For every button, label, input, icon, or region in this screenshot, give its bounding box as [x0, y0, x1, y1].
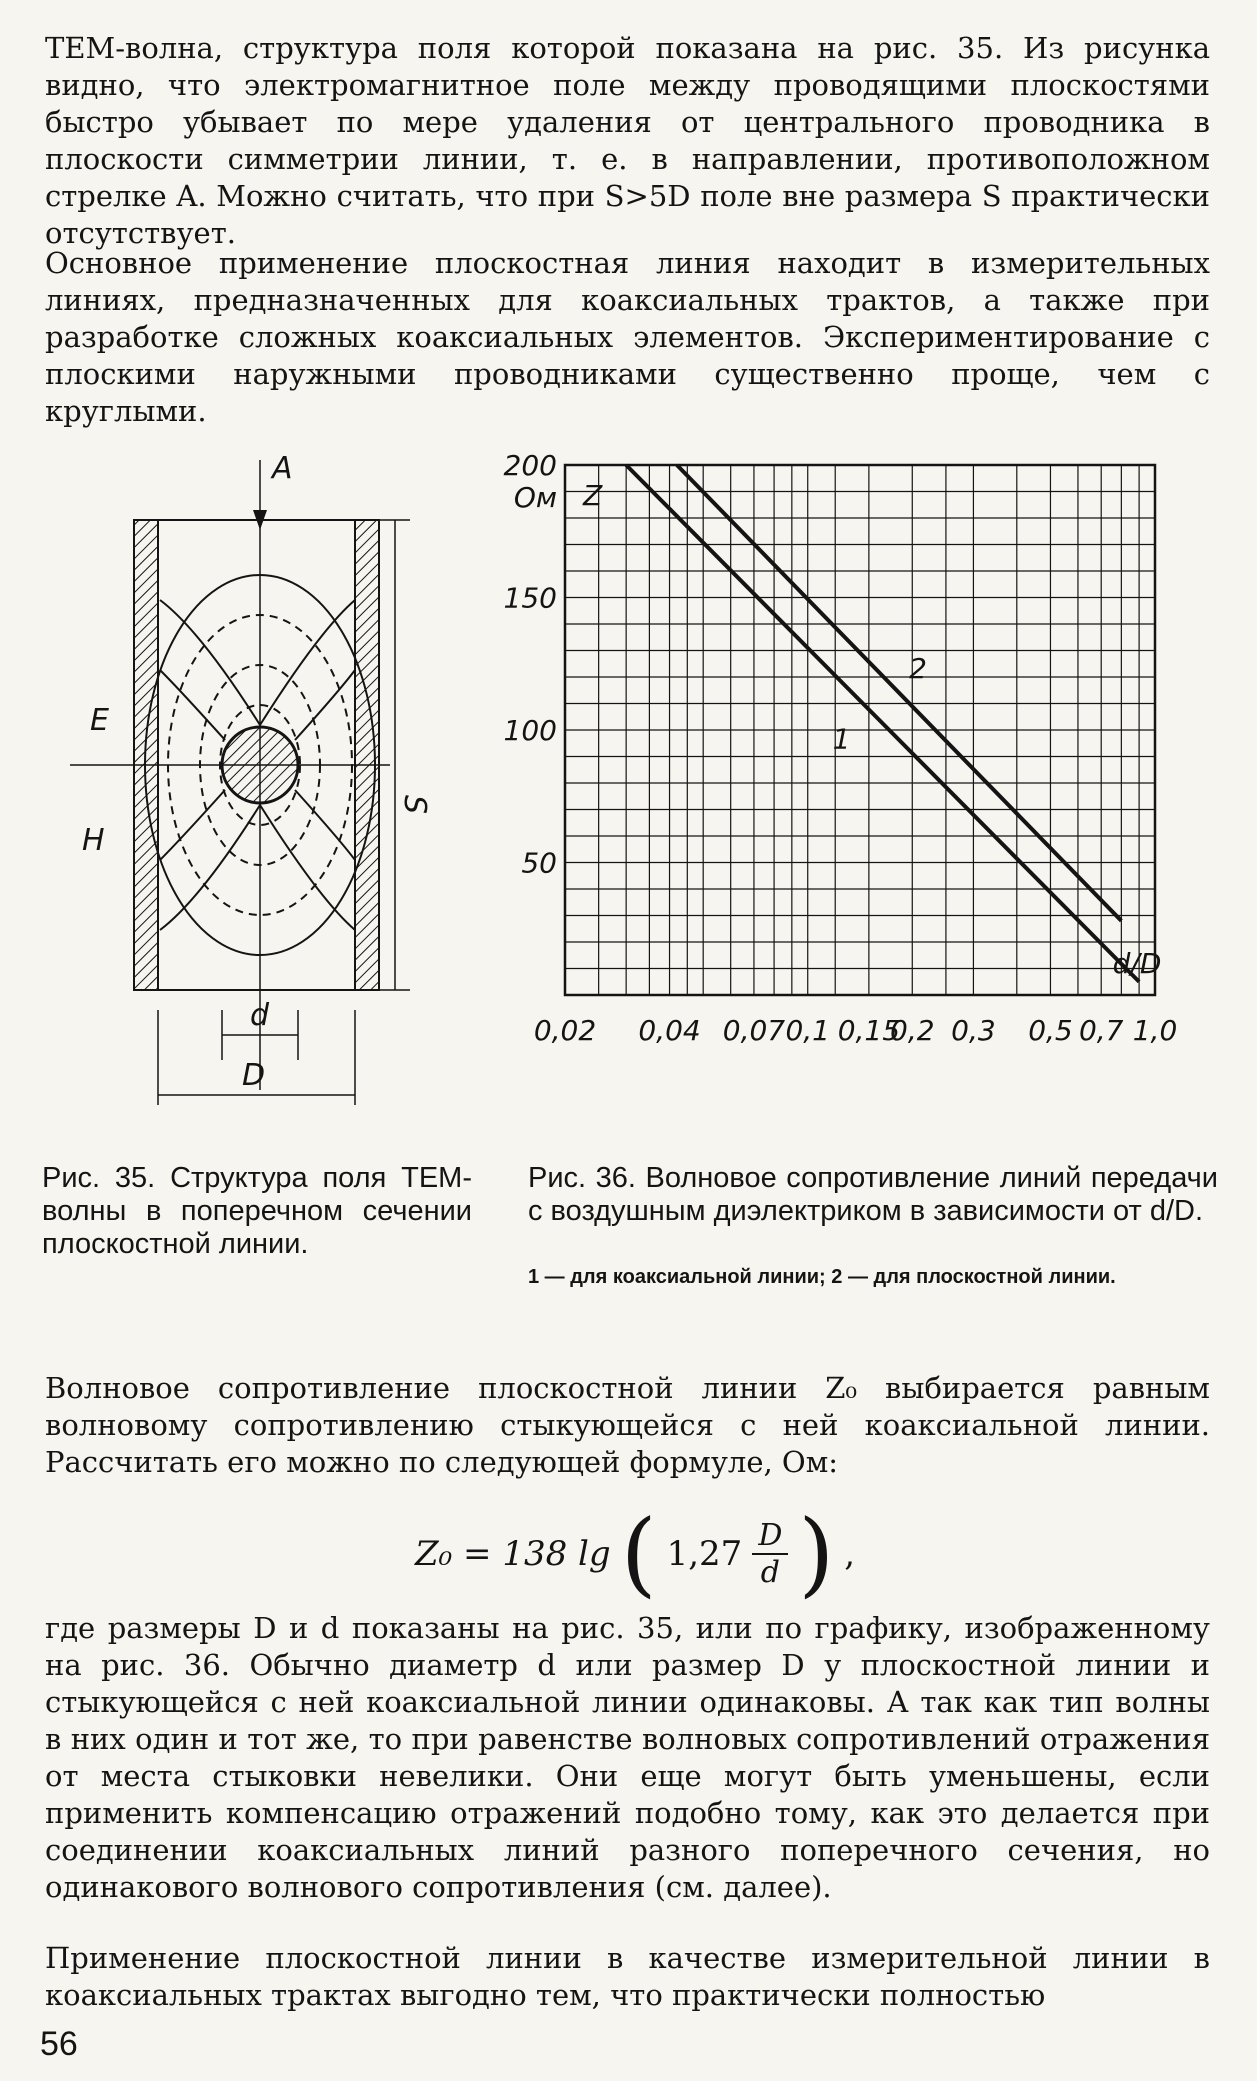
formula-z0	[415, 1500, 856, 1607]
label-H: H	[82, 823, 105, 858]
x-tick-label: 0,07	[722, 1014, 786, 1047]
formula-denominator: d	[760, 1555, 780, 1590]
y-tick-label: 100	[503, 714, 557, 747]
x-tick-label: 1,0	[1132, 1014, 1178, 1047]
formula-close-paren: )	[798, 1500, 835, 1607]
label-D: D	[242, 1058, 266, 1093]
x-tick-label: 0,1	[785, 1014, 830, 1047]
figure-36-chart	[490, 445, 1190, 1095]
label-E: E	[90, 703, 109, 738]
y-tick-label: 150	[503, 581, 557, 615]
x-tick-label: 0,04	[638, 1014, 701, 1047]
y-tick-label: 200	[503, 449, 557, 482]
formula-numerator: D	[752, 1518, 788, 1555]
series-line-2	[677, 465, 1121, 921]
x-tick-label: 0,2	[890, 1014, 935, 1047]
series-label-2: 2	[909, 651, 927, 685]
paragraph-1: ТЕМ-волна, структура поля которой показана на рис. 35. Из рисунка видно, что электромагнитное поле между проводящими плоскостями быстро убывает по мере удаления от центрального проводника в плоскости симметрии линии, т. е. в направлении, противоположном стрелке A. Можно считать, что при S>5D поле вне размера S практически отсутствует.	[45, 31, 1210, 250]
series-label-1: 1	[832, 722, 851, 756]
x-tick-label: 0,3	[951, 1014, 996, 1047]
label-S: S	[397, 795, 432, 815]
formula-fraction	[752, 1518, 788, 1590]
page-number: 56	[40, 2025, 78, 2063]
formula-tail: ,	[844, 1534, 856, 1574]
central-conductor	[222, 727, 298, 803]
label-A: A	[272, 451, 293, 486]
paragraph-3: Волновое сопротивление плоскостной линии Z₀ выбирается равным волновому сопротивлению стыкующейся с ней коаксиальной линии. Рассчитать его можно по следующей формуле, Ом:	[45, 1371, 1210, 1479]
y-unit-label: Ом	[513, 481, 557, 514]
x-axis-label: d/D	[1112, 947, 1162, 980]
x-tick-label: 0,5	[1028, 1014, 1073, 1047]
paragraph-2: Основное применение плоскостная линия находит в измерительных линиях, предназначенных для коаксиальных трактов, а также при разработке сложных коаксиальных элементов. Экспериментирование с плоскими наружными проводниками существенно проще, чем с круглыми.	[45, 246, 1210, 428]
figure-35-caption: Рис. 35. Структура поля ТЕМ-волны в поперечном сечении плоскостной линии.	[42, 1162, 472, 1260]
figure-36-note: 1 — для коаксиальной линии; 2 — для плоскостной линии.	[528, 1266, 1116, 1288]
formula-coefficient: 1,27	[666, 1534, 743, 1574]
label-d: d	[250, 998, 270, 1033]
x-tick-label: 0,15	[837, 1014, 901, 1047]
figure-36-caption: Рис. 36. Волновое сопротивление линий передачи с воздушным диэлектриком в зависимости от d/D.	[528, 1162, 1218, 1227]
formula-lhs: Z₀ = 138 lg	[415, 1534, 611, 1574]
y-tick-label: 50	[521, 846, 557, 880]
x-tick-label: 0,7	[1078, 1014, 1124, 1047]
paragraph-4: где размеры D и d показаны на рис. 35, или по графику, изображенному на рис. 36. Обычно диаметр d или размер D у плоскостной линии и стыкующейся с ней коаксиальной линии одинаковы. А так как тип волны в них один и тот же, то при равенстве волновых сопротивлений отражения от места стыковки невелики. Они еще могут быть уменьшены, если применить компенсацию отражений подобно тому, как это делается при соединении коаксиальных линий разного поперечного сечения, но одинакового волнового сопротивления (см. далее).	[45, 1611, 1210, 1904]
y-axis-label: Z	[583, 479, 603, 512]
figure-35	[50, 450, 432, 1110]
x-tick-label: 0,02	[533, 1014, 597, 1047]
formula-open-paren: (	[620, 1500, 657, 1607]
paragraph-5: Применение плоскостной линии в качестве измерительной линии в коаксиальных трактах выгодно тем, что практически полностью	[45, 1941, 1210, 2012]
